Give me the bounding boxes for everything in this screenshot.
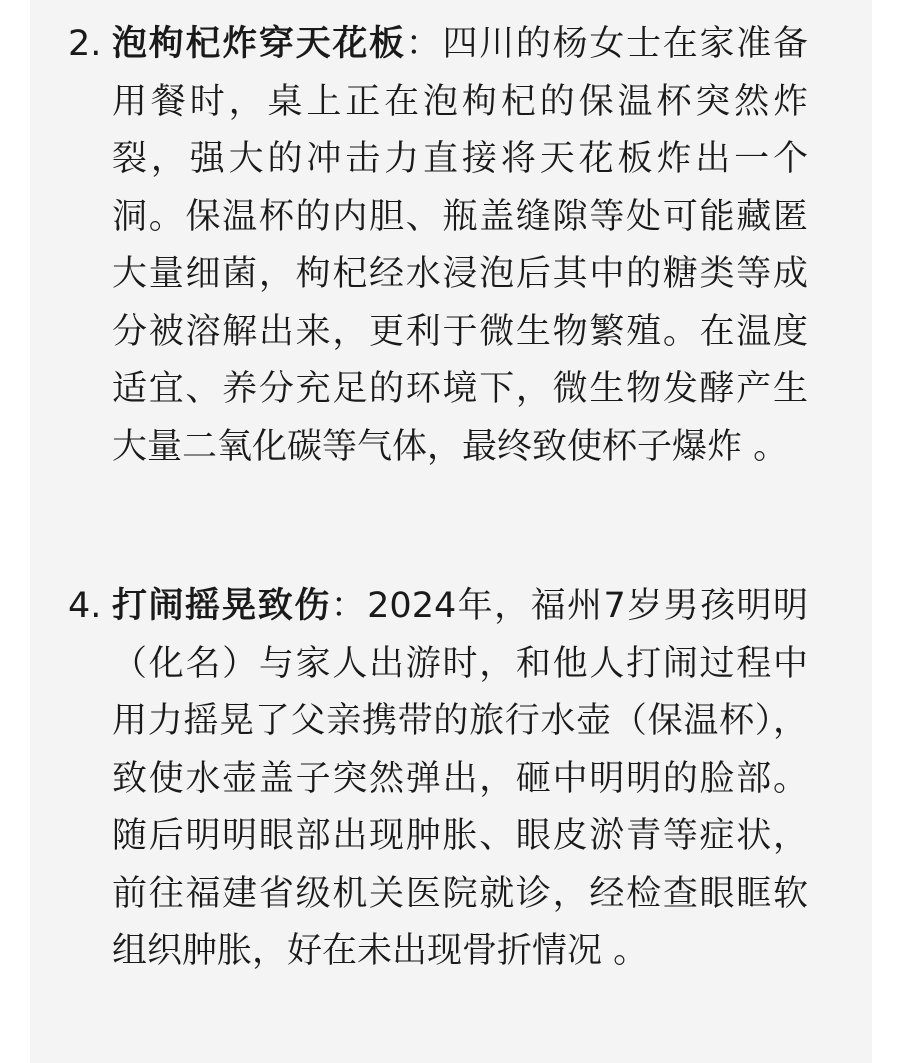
list-item: [68, 578, 808, 981]
list-item-text: [112, 16, 808, 476]
article-card: [30, 0, 872, 1063]
list-number: 4.: [68, 586, 102, 626]
item-body: ：四川的杨女士在家准备用餐时，桌上正在泡枸杞的保温杯突然炸裂，强大的冲击力直接将天花板炸出一个洞。保温杯的内胆、瓶盖缝隙等处可能藏匿大量细菌，枸杞经水浸泡后其中的糖类等成分被溶解出来，更利于微生物繁殖。在温度适宜、养分充足的环境下，微生物发酵产生大量二氧化碳等气体，最终致使杯子爆炸 。: [112, 24, 808, 467]
item-title: 打闹摇晃致伤: [112, 586, 331, 626]
item-title: 泡枸杞炸穿天花板: [112, 24, 406, 64]
list-number: 2.: [68, 24, 102, 64]
item-body: ：2024年，福州7岁男孩明明（化名）与家人出游时，和他人打闹过程中用力摇晃了父亲携带的旅行水壶（保温杯），致使水壶盖子突然弹出，砸中明明的脸部。随后明明眼部出现肿胀、眼皮淤青等症状，前往福建省级机关医院就诊，经检查眼眶软组织肿胀，好在未出现骨折情况 。: [112, 586, 808, 971]
list-item: [68, 16, 808, 476]
list-item-text: [112, 578, 808, 981]
